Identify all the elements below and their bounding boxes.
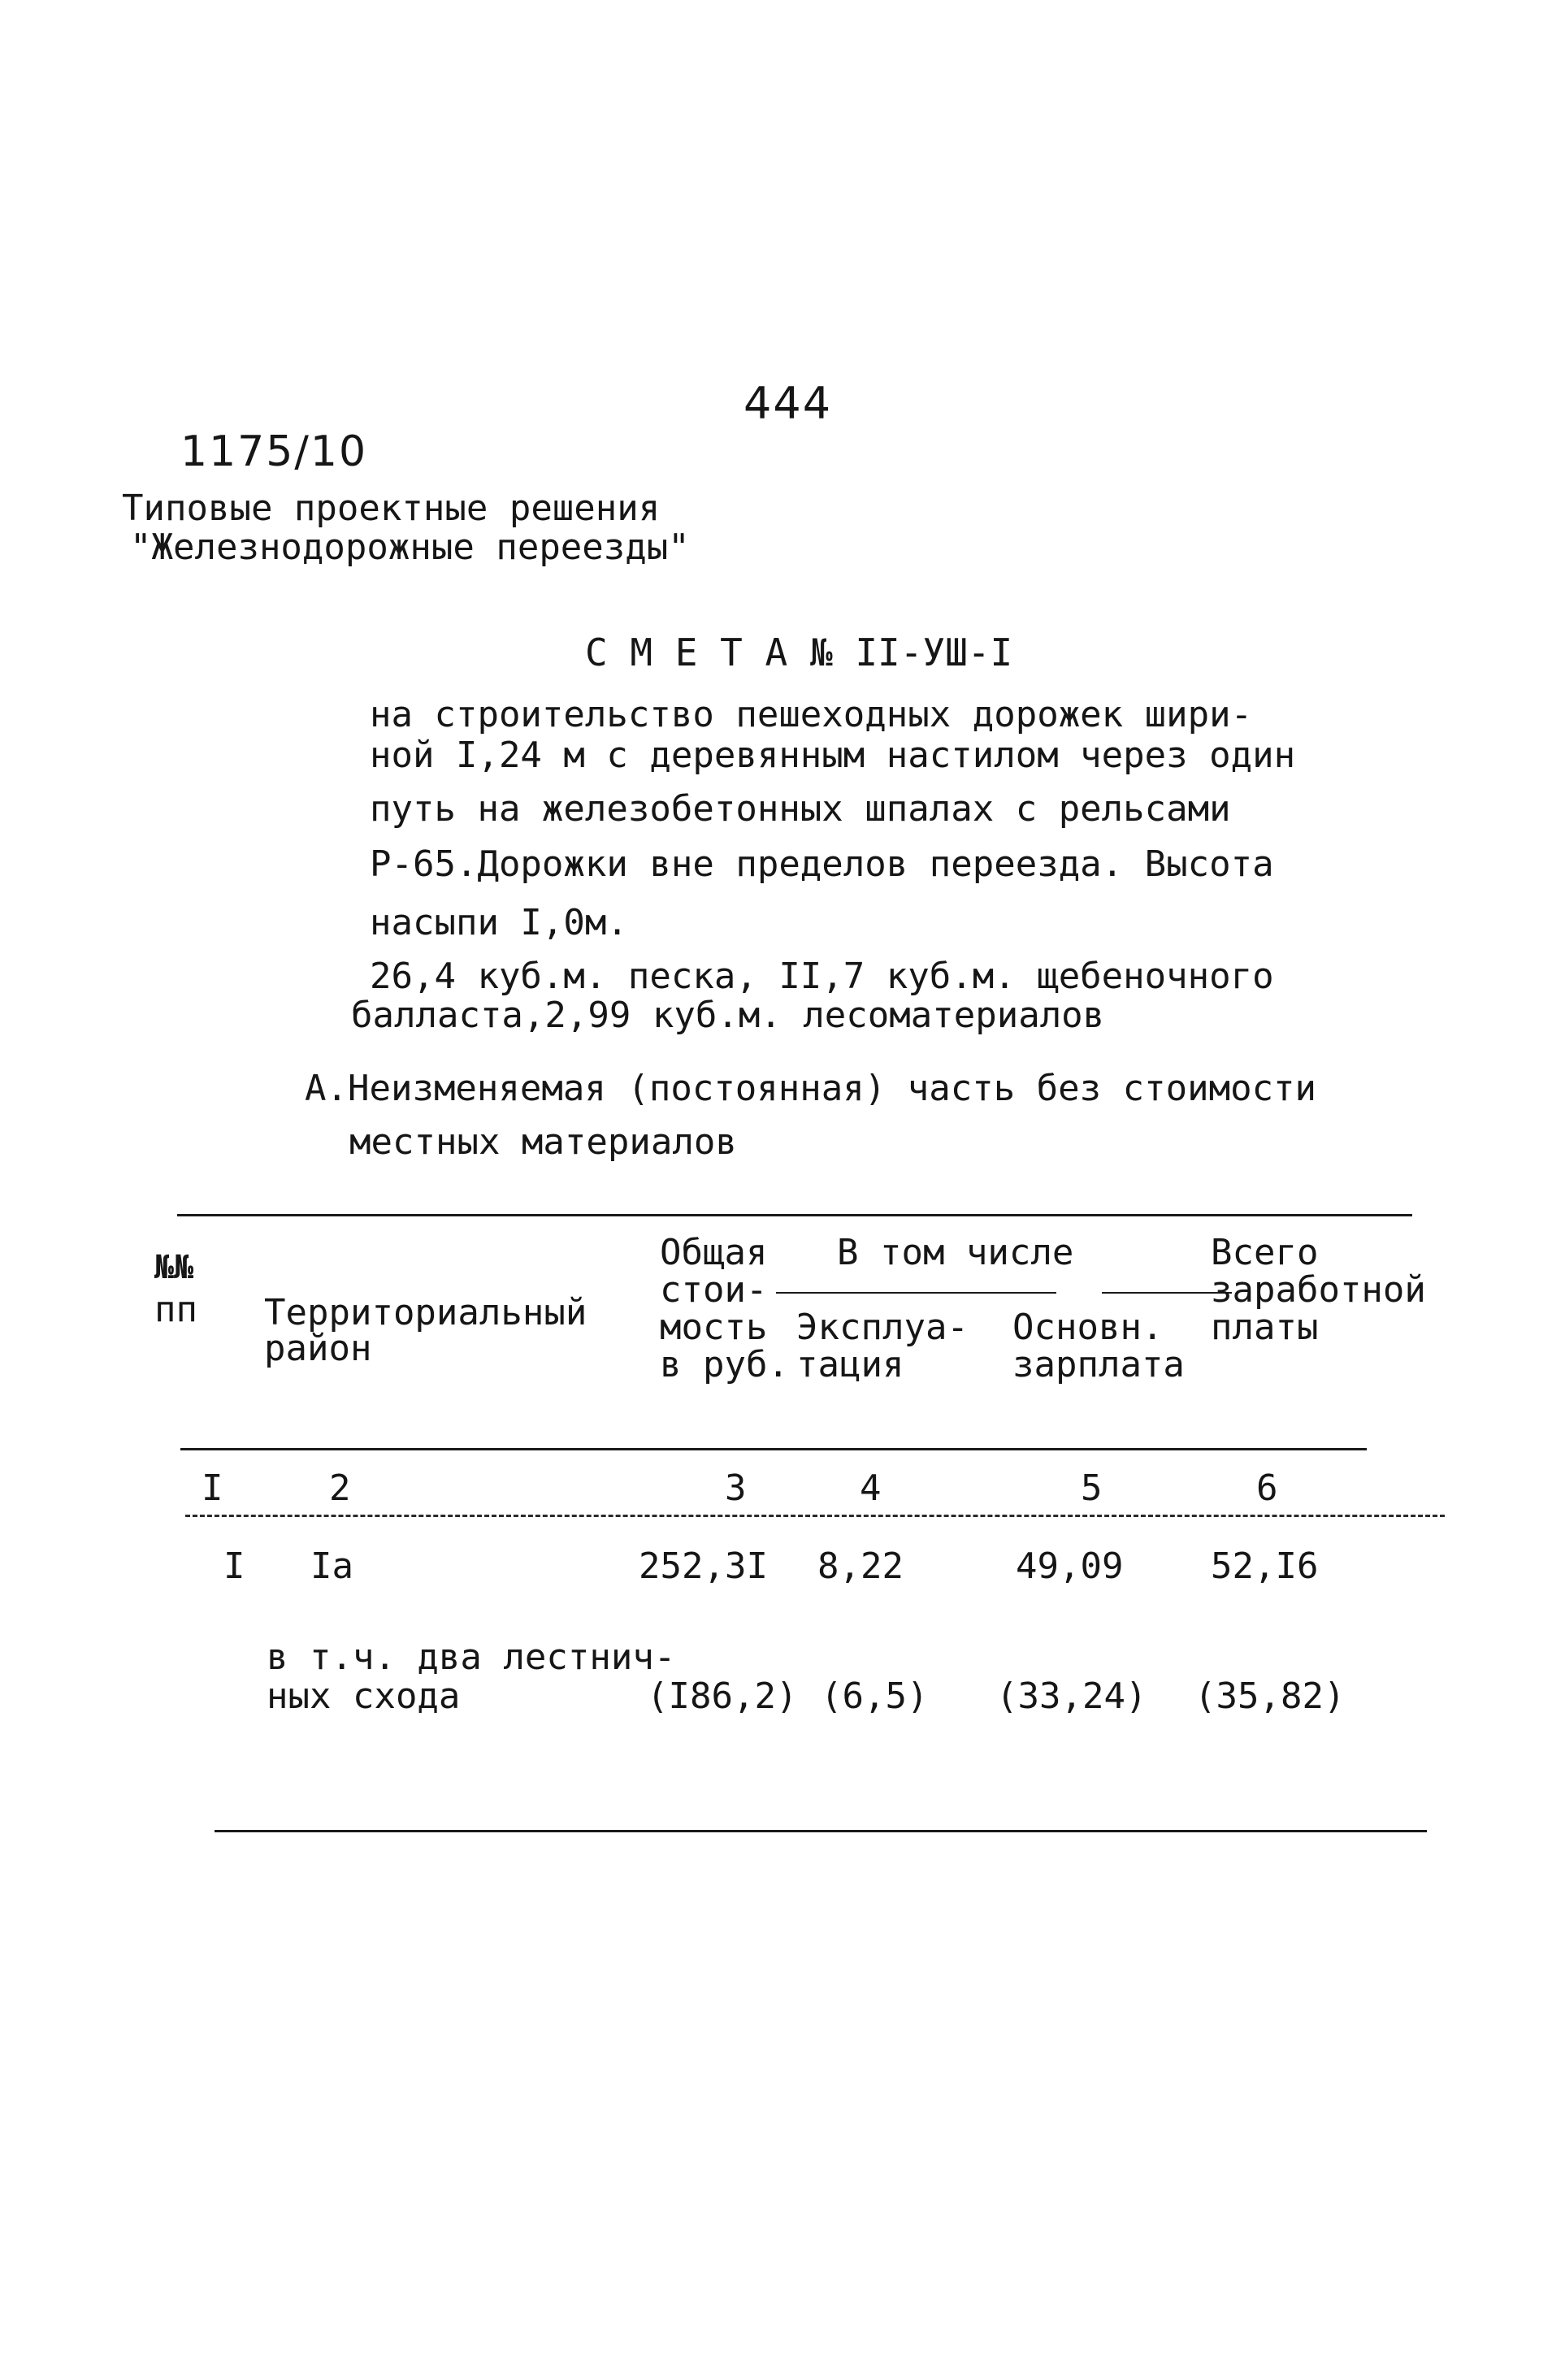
- subrow-total-wages: (35,82): [1194, 1676, 1346, 1717]
- column-number: 6: [1256, 1467, 1278, 1509]
- header-salary-2: зарплата: [1012, 1344, 1185, 1385]
- series-title-line-1: Типовые проектные решения: [122, 488, 661, 529]
- column-number: 3: [725, 1467, 747, 1509]
- header-wages-2: заработной: [1211, 1269, 1426, 1311]
- subrow-exploitation: (6,5): [821, 1676, 929, 1717]
- header-total-4: в руб.: [660, 1344, 789, 1385]
- column-number: 4: [860, 1467, 882, 1509]
- header-num-2: пп: [154, 1289, 197, 1330]
- series-title-line-2: "Железнодорожные переезды": [130, 527, 690, 568]
- header-wages-1: Всего: [1211, 1232, 1319, 1273]
- column-number: I: [202, 1467, 223, 1509]
- header-total-3: мость: [660, 1307, 768, 1348]
- header-including: В том числе: [837, 1232, 1074, 1273]
- row-total-cost: 252,3I: [639, 1545, 768, 1587]
- header-wages-3: платы: [1211, 1307, 1319, 1348]
- header-including-rule: [776, 1292, 1056, 1294]
- column-number: 2: [329, 1467, 351, 1509]
- subrow-total-cost: (I86,2): [647, 1676, 798, 1717]
- estimate-description-line-1: на строительство пешеходных дорожек шири-: [370, 694, 1253, 735]
- header-salary-1: Основн.: [1012, 1307, 1164, 1348]
- materials-line-2: балласта,2,99 куб.м. лесоматериалов: [351, 995, 1105, 1036]
- header-region-2: район: [264, 1328, 372, 1369]
- section-heading-line-2: местных материалов: [349, 1121, 737, 1163]
- estimate-description-line-3: путь на железобетонных шпалах с рельсами: [370, 788, 1231, 830]
- row-region: Iа: [310, 1545, 353, 1587]
- table-top-rule: [177, 1214, 1412, 1216]
- materials-line-1: 26,4 куб.м. песка, II,7 куб.м. щебеночного: [370, 956, 1274, 997]
- page-number: 444: [743, 378, 833, 429]
- estimate-title: С М Е Т А № II-УШ-I: [585, 631, 1013, 674]
- header-total-1: Общая: [660, 1232, 768, 1273]
- subrow-label-2: ных схода: [267, 1676, 461, 1717]
- estimate-description-line-4: Р-65.Дорожки вне пределов переезда. Высота: [370, 843, 1274, 885]
- column-number: 5: [1081, 1467, 1103, 1509]
- document-code: 1175/10: [180, 427, 368, 476]
- header-total-2: стои-: [660, 1269, 768, 1311]
- header-num-1: №№: [154, 1249, 194, 1286]
- section-heading-line-1: А.Неизменяемая (постоянная) часть без стоимости: [305, 1068, 1317, 1109]
- row-number: I: [223, 1545, 245, 1587]
- row-base-salary: 49,09: [1016, 1545, 1124, 1587]
- subrow-base-salary: (33,24): [996, 1676, 1147, 1717]
- header-bottom-rule: [180, 1448, 1367, 1450]
- table-bottom-rule: [215, 1830, 1427, 1832]
- estimate-description-line-5: насыпи I,0м.: [370, 902, 628, 943]
- header-exploitation-2: тация: [796, 1344, 904, 1385]
- subrow-label-1: в т.ч. два лестнич-: [267, 1637, 676, 1678]
- header-region-1: Территориальный: [264, 1292, 587, 1333]
- column-numbers-rule: [185, 1515, 1445, 1517]
- header-exploitation-1: Эксплуа-: [796, 1307, 969, 1348]
- row-total-wages: 52,I6: [1211, 1545, 1319, 1587]
- estimate-description-line-2: ной I,24 м с деревянным настилом через один: [370, 735, 1296, 776]
- row-exploitation: 8,22: [817, 1545, 904, 1587]
